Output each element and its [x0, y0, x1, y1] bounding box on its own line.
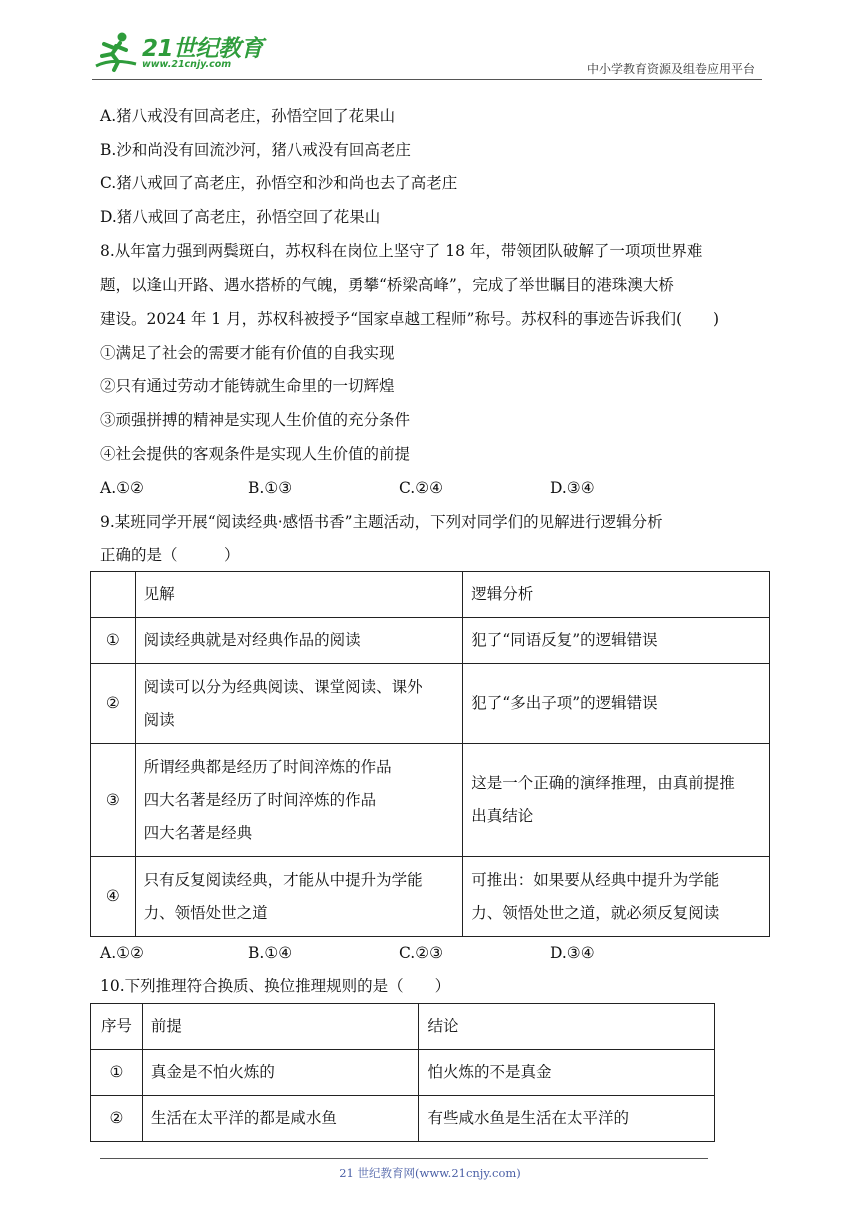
q7-option-c: C.猪八戒回了高老庄，孙悟空和沙和尚也去了高老庄 [100, 174, 458, 192]
cell-line: 这是一个正确的演绎推理，由真前提推 [471, 774, 735, 792]
q8-statement: ①满足了社会的需要才能有价值的自我实现 [100, 344, 395, 362]
q8-option-c: C.②④ [399, 479, 444, 497]
row-number: ① [91, 1050, 143, 1096]
row-number: ③ [91, 744, 136, 857]
q10-stem: 10.下列推理符合换质、换位推理规则的是（ ） [100, 977, 451, 995]
table-row [91, 618, 770, 664]
premise-cell: 真金是不怕火炼的 [142, 1050, 419, 1096]
table-header-cell: 前提 [142, 1004, 419, 1050]
conclusion-cell: 怕火炼的不是真金 [419, 1050, 715, 1096]
q10-table [90, 1003, 715, 1142]
q8-option-b: B.①③ [248, 479, 293, 497]
cell-line: 力、领悟处世之道，就必须反复阅读 [471, 903, 720, 922]
q9-table [90, 571, 770, 937]
row-number: ④ [91, 857, 136, 937]
row-number: ② [91, 1096, 143, 1142]
header-divider [92, 79, 762, 80]
q8-statement: ③顽强拼搏的精神是实现人生价值的充分条件 [100, 411, 411, 429]
table-header-cell: 逻辑分析 [463, 572, 770, 618]
table-row [91, 857, 770, 937]
q7-option-b: B.沙和尚没有回流沙河，猪八戒没有回高老庄 [100, 141, 411, 159]
cell-line: 阅读经典就是对经典作品的阅读 [143, 631, 361, 649]
page-header [0, 0, 860, 82]
platform-title: 中小学教育资源及组卷应用平台 [586, 62, 755, 76]
cell-line: 四大名著是经典 [143, 823, 253, 842]
view-cell [135, 744, 463, 857]
runner-logo-icon [92, 28, 142, 78]
analysis-cell [463, 744, 770, 857]
table-row [91, 744, 770, 857]
q8-stem-line: 题，以逢山开路、遇水搭桥的气魄，勇攀“桥梁高峰”，完成了举世瞩目的港珠澳大桥 [100, 276, 674, 294]
row-number: ① [91, 618, 136, 664]
footer-divider [100, 1158, 708, 1159]
cell-line: 阅读可以分为经典阅读、课堂阅读、课外 [143, 677, 423, 696]
site-logo [92, 28, 262, 78]
q9-option-d: D.③④ [550, 944, 595, 962]
analysis-cell [463, 618, 770, 664]
cell-line: 力、领悟处世之道 [143, 903, 268, 922]
logo-text: 21世纪教育 [142, 36, 264, 62]
table-header-cell [91, 572, 136, 618]
cell-line: 可推出：如果要从经典中提升为学能 [471, 870, 720, 889]
table-row [91, 1050, 715, 1096]
conclusion-cell: 有些咸水鱼是生活在太平洋的 [419, 1096, 715, 1142]
premise-cell: 生活在太平洋的都是咸水鱼 [142, 1096, 419, 1142]
table-header-cell: 结论 [419, 1004, 715, 1050]
logo-url: www.21cnjy.com [142, 59, 232, 70]
q9-option-a: A.①② [100, 944, 144, 962]
cell-line: 出真结论 [471, 807, 534, 825]
cell-line: 犯了“多出子项”的逻辑错误 [471, 694, 658, 712]
row-number: ② [91, 664, 136, 744]
table-header-cell: 序号 [91, 1004, 143, 1050]
q8-statement: ②只有通过劳动才能铸就生命里的一切辉煌 [100, 377, 395, 395]
q7-option-a: A.猪八戒没有回高老庄，孙悟空回了花果山 [100, 107, 396, 125]
view-cell [135, 857, 463, 937]
view-cell [135, 618, 463, 664]
cell-line: 只有反复阅读经典，才能从中提升为学能 [143, 870, 423, 889]
q8-option-d: D.③④ [550, 479, 595, 497]
view-cell [135, 664, 463, 744]
table-header-cell: 见解 [135, 572, 463, 618]
analysis-cell [463, 857, 770, 937]
table-row [91, 664, 770, 744]
q8-stem-line: 8.从年富力强到两鬓斑白，苏权科在岗位上坚守了 18 年，带领团队破解了一项项世界难 [100, 242, 703, 260]
analysis-cell [463, 664, 770, 744]
cell-line: 四大名著是经历了时间淬炼的作品 [143, 790, 377, 809]
page-footer: 21 世纪教育网(www.21cnjy.com) [339, 1166, 521, 1180]
table-header-row [91, 572, 770, 618]
q7-option-d: D.猪八戒回了高老庄，孙悟空回了花果山 [100, 208, 381, 226]
q8-option-a: A.①② [100, 479, 144, 497]
q8-stem-line: 建设。2024 年 1 月，苏权科被授予“国家卓越工程师”称号。苏权科的事迹告诉我们( ) [100, 310, 720, 328]
cell-line: 阅读 [143, 710, 175, 729]
table-row [91, 1096, 715, 1142]
cell-line: 所谓经典都是经历了时间淬炼的作品 [143, 757, 392, 776]
q9-stem-line: 正确的是（ ） [100, 546, 240, 564]
q9-option-b: B.①④ [248, 944, 293, 962]
q9-stem-line: 9.某班同学开展“阅读经典·感悟书香”主题活动，下列对同学们的见解进行逻辑分析 [100, 513, 663, 531]
cell-line: 犯了“同语反复”的逻辑错误 [471, 631, 658, 649]
q8-statement: ④社会提供的客观条件是实现人生价值的前提 [100, 445, 411, 463]
q9-option-c: C.②③ [399, 944, 444, 962]
table-header-row [91, 1004, 715, 1050]
